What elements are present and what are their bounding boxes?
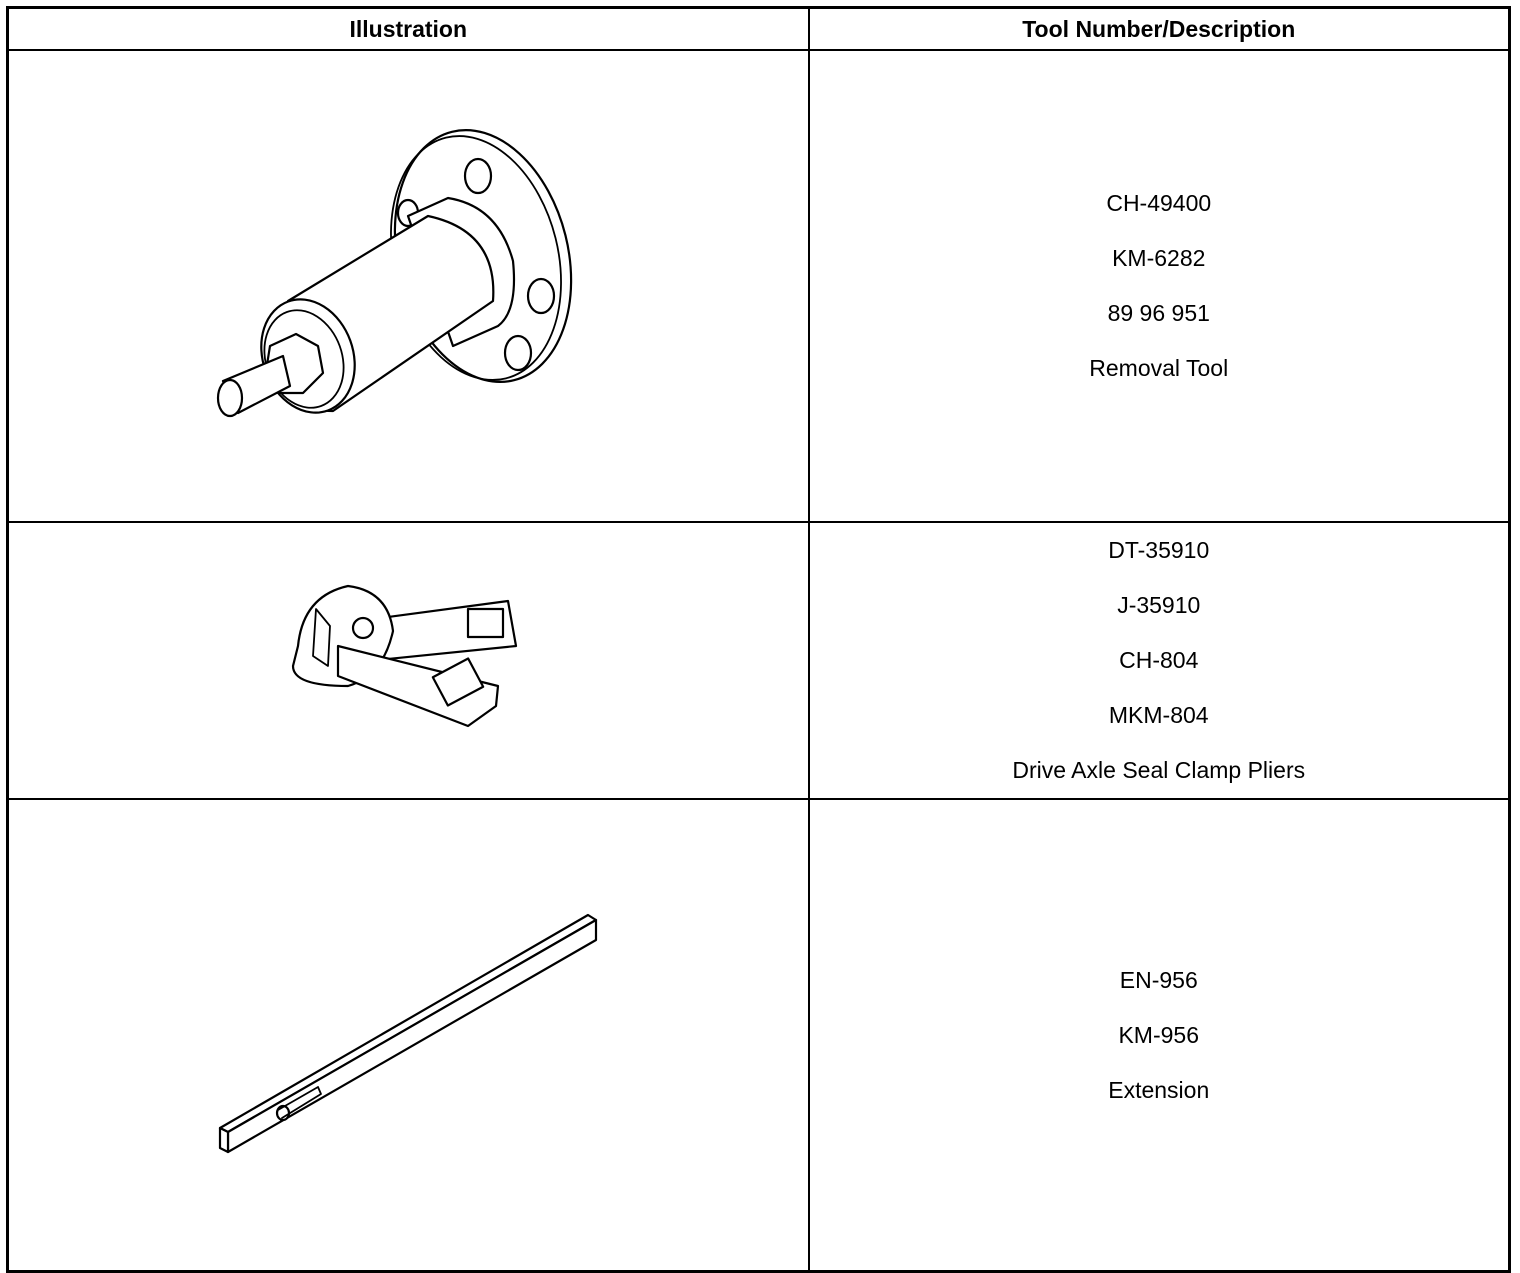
tool-number: CH-804 (1119, 647, 1199, 673)
header-row (8, 8, 1510, 51)
illustration-cell (8, 522, 809, 799)
tool-number: DT-35910 (1108, 537, 1210, 563)
tool-number: CH-49400 (1106, 190, 1212, 216)
header-illustration: Illustration (8, 8, 809, 51)
header-description: Tool Number/Description (809, 8, 1510, 51)
table-row (8, 522, 1510, 799)
removal-tool-illustration (198, 121, 618, 451)
seal-clamp-pliers-illustration (278, 576, 538, 746)
tool-description: Extension (1108, 1076, 1210, 1103)
tool-number: KM-6282 (1112, 245, 1206, 271)
table-row (8, 50, 1510, 522)
description-cell (809, 799, 1510, 1272)
description-cell (809, 50, 1510, 522)
tool-number: MKM-804 (1108, 702, 1209, 728)
tool-number: J-35910 (1117, 592, 1201, 618)
tool-description: Drive Axle Seal Clamp Pliers (1012, 757, 1306, 783)
table-row (8, 799, 1510, 1272)
extension-bar-illustration (208, 905, 608, 1165)
special-tools-table (6, 6, 1511, 1273)
description-cell (809, 522, 1510, 799)
tool-description: Removal Tool (1089, 355, 1229, 381)
tool-number: 89 96 951 (1107, 300, 1210, 326)
illustration-cell (8, 50, 809, 522)
tool-number: EN-956 (1119, 966, 1198, 993)
illustration-cell (8, 799, 809, 1272)
tool-number: KM-956 (1118, 1021, 1200, 1048)
